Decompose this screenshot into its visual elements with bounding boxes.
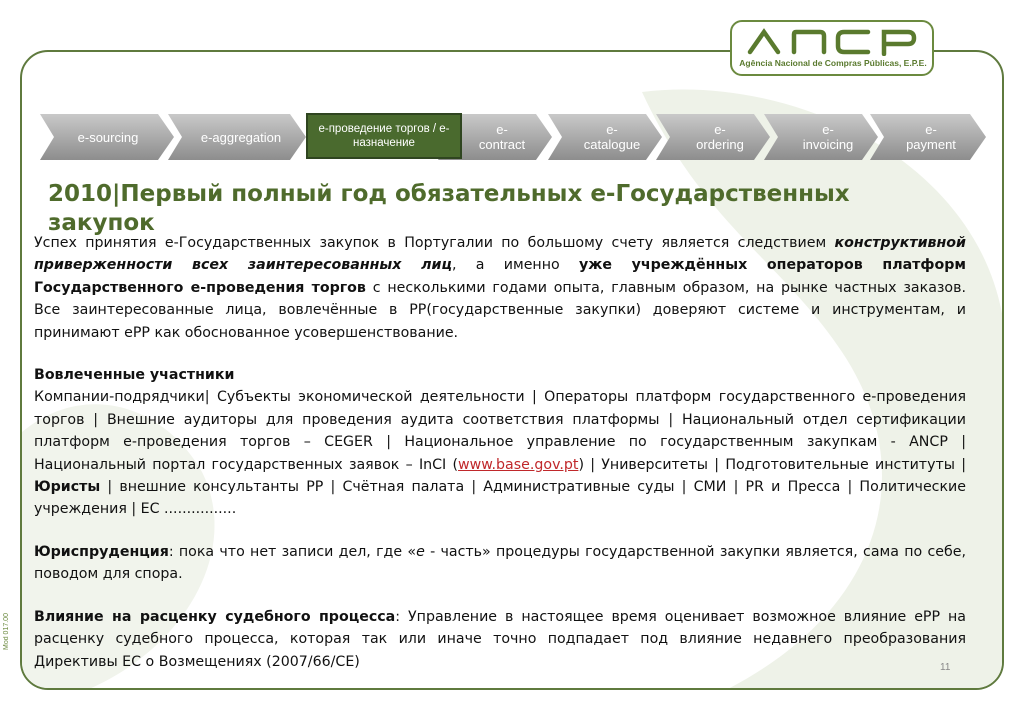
process-steps — [40, 112, 990, 162]
participants-paragraph — [34, 386, 966, 520]
step-label: e- ordering — [696, 122, 744, 152]
emphasis-text: уже учреждённых операторов платформ Государственного е-проведения торгов — [34, 257, 966, 296]
step-e-ordering — [656, 112, 772, 162]
slide-body — [34, 232, 966, 673]
step-label: e- invoicing — [802, 122, 854, 152]
text: : пока что нет записи дел, где « — [168, 543, 417, 560]
emphasis-text: Юристы — [34, 479, 101, 496]
text: - часть» процедуры государственной закупки является, сама по себе, поводом для спора. — [34, 543, 966, 583]
page-number: 11 — [940, 662, 951, 673]
text: | внешние консультанты РР | Счётная палата | Административные суды | СМИ | PR и Пресса | Политические учреждения | ЕС ................ — [34, 479, 966, 518]
cost-impact-paragraph — [34, 606, 966, 673]
text: Успех принятия е-Государственных закупок в Португалии по большому счету является следствием — [34, 235, 835, 251]
text: с несколькими годами опыта, главным образом, на рынке частных заказов. Все заинтересованные лица, вовлечённые в РР(государственные закупки) доверяют системе и инструментам, и принимают ePP как обоснованное усовершенствование. — [34, 279, 966, 341]
step-label: e- contract — [478, 122, 526, 152]
step-e-tendering-active: е-проведение торгов / е-назначение — [306, 113, 462, 159]
emphasis-text: конструктивной приверженности всех заинтересованных лиц — [34, 235, 966, 274]
step-label: e-sourcing — [77, 129, 139, 145]
step-e-aggregation — [168, 112, 308, 162]
logo-tagline: Agência Nacional de Compras Públicas, E.P.E. — [739, 58, 927, 68]
step-label: e- catalogue — [583, 122, 641, 152]
participants-heading — [34, 364, 966, 386]
step-e-sourcing — [40, 112, 176, 162]
step-label: e-aggregation — [200, 129, 282, 145]
step-e-payment — [870, 112, 988, 162]
emphasis-text: е — [416, 543, 425, 560]
step-e-invoicing — [764, 112, 880, 162]
text: Компании-подрядчики| Субъекты экономической деятельности | Операторы платформ государственного е-проведения торгов | Внешние аудиторы для проведения аудита соответствия платформы | Национальный отдел сертификации платформ е-проведения торгов – CEGER | Национальное управление по государственным закупкам - ANCP | Национальный портал государственных заявок – InCI ( — [34, 389, 966, 473]
intro-paragraph — [34, 232, 966, 344]
mod-label: Mod 017.00 — [3, 613, 10, 650]
text: , а именно — [451, 257, 579, 274]
section-heading: Юриспруденция — [34, 543, 169, 560]
text: ) | Университеты | Подготовительные институты | — [578, 456, 966, 473]
slide-title: 2010|Первый полный год обязательных е-Государственных закупок — [48, 181, 850, 236]
ancp-logo — [730, 20, 934, 76]
step-e-catalogue — [548, 112, 664, 162]
section-heading: Вовлеченные участники — [34, 367, 235, 384]
section-heading: Влияние на расценку судебного процесса — [34, 608, 396, 625]
text: : Управление в настоящее время оценивает возможное влияние ePP на расценку судебного процесса, которая так или иначе точно подпадает под влияние недавнего преобразования Директивы ЕС о Возмещениях (2007/66/CE) — [34, 608, 967, 670]
jurisprudence-paragraph — [34, 541, 966, 586]
ancp-wordmark-icon — [732, 26, 932, 56]
step-label: e- payment — [906, 122, 956, 152]
base-gov-link[interactable]: www.base.gov.pt — [458, 456, 579, 473]
